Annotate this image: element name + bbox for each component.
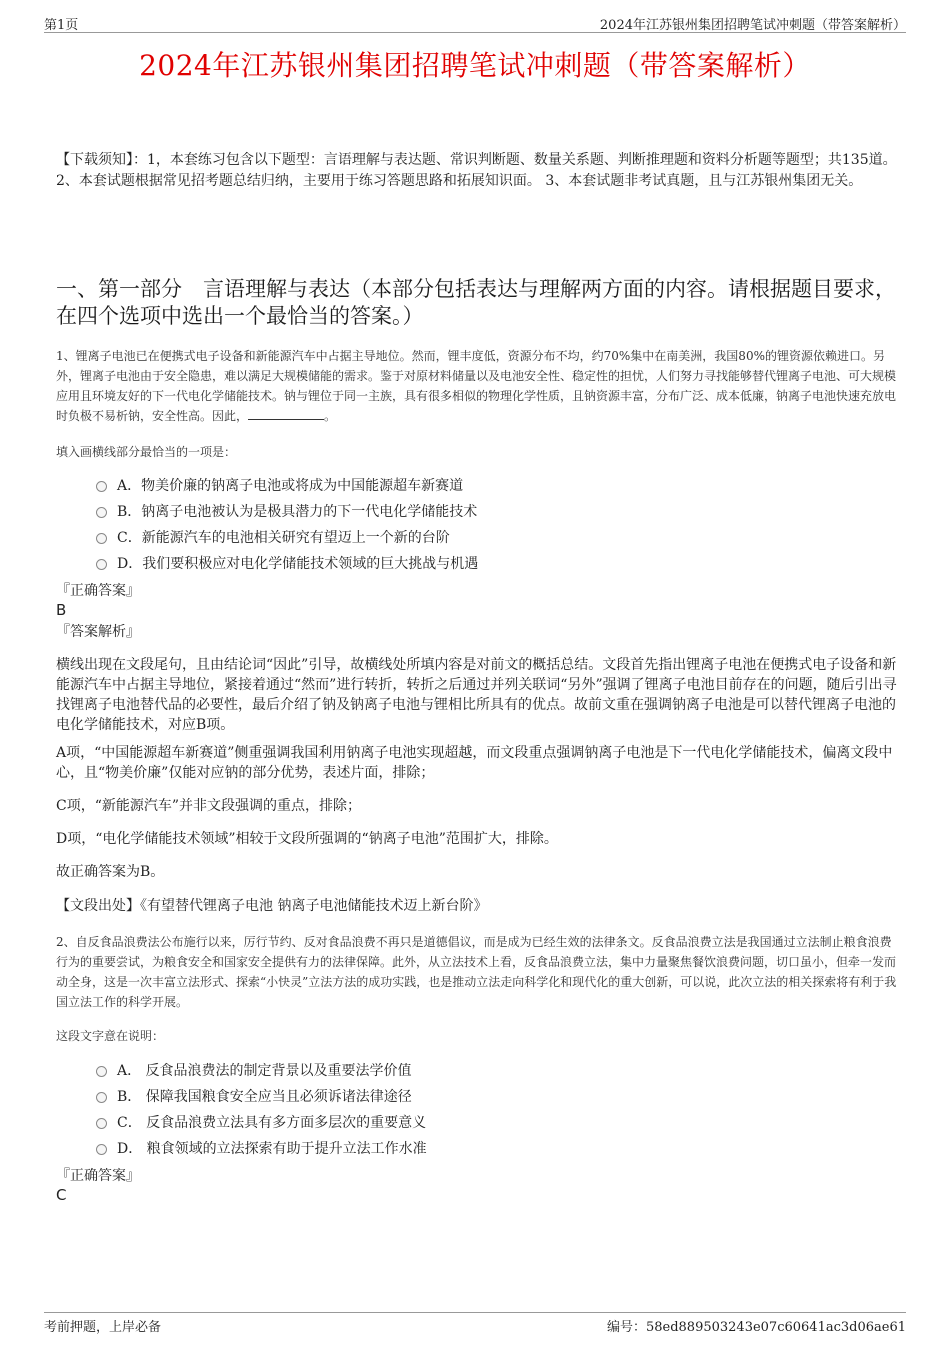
q1-answer: B: [56, 601, 67, 619]
q2-option-a[interactable]: A． 反食品浪费法的制定背景以及重要法学价值: [96, 1061, 412, 1081]
q2-option-c[interactable]: C． 反食品浪费立法具有多方面多层次的重要意义: [96, 1113, 426, 1133]
radio-icon[interactable]: [96, 1092, 107, 1103]
q2-answer: C: [56, 1186, 67, 1204]
radio-icon[interactable]: [96, 559, 107, 570]
question-1-prompt: 填入画横线部分最恰当的一项是：: [56, 445, 237, 459]
question-1-text: 1、锂离子电池已在便携式电子设备和新能源汽车中占据主导地位。然而，锂丰度低，资源分布不均，约70%集中在南美洲，我国80%的锂资源依赖进口。另外，锂离子电池由于安全隐患，难以满足大规模储能的需求。鉴于对原材料储量以及电池安全性、稳定性的担忧，人们努力寻找能够替代锂离子电池、可大规模应用且环境友好的下一代电化学储能技术。钠与锂位于同一主族，具有很多相似的物理化学性质，且钠资源丰富，分布广泛、成本低廉，钠离子电池快速充放电时负极不易析钠，安全性高。因此， 。: [56, 349, 897, 423]
page-number: 第1页: [44, 18, 79, 33]
radio-icon[interactable]: [96, 481, 107, 492]
answer-blank: [248, 409, 324, 420]
q1-option-a[interactable]: A．物美价廉的钠离子电池或将成为中国能源超车新赛道: [96, 476, 463, 496]
q1-analysis-main: 横线出现在文段尾句，且由结论词“因此”引导，故横线处所填内容是对前文的概括总结。文段首先指出锂离子电池在便携式电子设备和新能源汽车中占据主导地位，紧接着通过“然而”进行转折，转折之后通过并列关联词“另外”强调了锂离子电池目前存在的问题，随后引出寻找锂离子电池替代品的必要性，最后介绍了钠及钠离子电池与锂相比所具有的优点。故前文重在强调钠离子电池是可以替代锂离子电池的电化学储能技术，对应B项。: [56, 657, 897, 733]
header-doc-title: 2024年江苏银州集团招聘笔试冲刺题（带答案解析）: [599, 18, 906, 33]
footer-serial: 编号：58ed889503243e07c60641ac3d06ae61: [606, 1320, 906, 1335]
q1-analysis-label: 『答案解析』: [56, 624, 140, 640]
question-2-prompt: 这段文字意在说明：: [56, 1029, 165, 1043]
q1-option-b[interactable]: B．钠离子电池被认为是极具潜力的下一代电化学储能技术: [96, 502, 477, 522]
q2-answer-label: 『正确答案』: [56, 1168, 140, 1184]
download-notice: 【下载须知】：1，本套练习包含以下题型：言语理解与表达题、常识判断题、数量关系题、判断推理题和资料分析题等题型；共135道。 2、本套试题根据常见招考题总结归纳，主要用于练习答题思路和拓展知识面。 3、本套试题非考试真题，且与江苏银州集团无关。: [56, 152, 897, 189]
question-2-text: 2、自反食品浪费法公布施行以来，厉行节约、反对食品浪费不再只是道德倡议，而是成为已经生效的法律条文。反食品浪费立法是我国通过立法制止粮食浪费行为的重要尝试，为粮食安全和国家安全提供有力的法律保障。此外，从立法技术上看，反食品浪费立法，集中力量聚焦餐饮浪费问题，切口虽小，但牵一发而动全身，这是一次丰富立法形式、探索“小快灵”立法方法的成功实践，也是推动立法走向科学化和现代化的重大创新，可以说，此次立法的相关探索将有利于我国立法工作的科学开展。: [56, 935, 897, 1009]
radio-icon[interactable]: [96, 1144, 107, 1155]
q1-option-c[interactable]: C．新能源汽车的电池相关研究有望迈上一个新的台阶: [96, 528, 450, 548]
q1-analysis-c: C项，“新能源汽车”并非文段强调的重点，排除；: [56, 798, 362, 814]
page-footer: [44, 1312, 906, 1335]
radio-icon[interactable]: [96, 507, 107, 518]
page-title: 2024年江苏银州集团招聘笔试冲刺题（带答案解析）: [139, 49, 811, 82]
q1-analysis-conclusion: 故正确答案为B。: [56, 864, 165, 880]
page-header: [44, 14, 906, 33]
q1-answer-label: 『正确答案』: [56, 583, 140, 599]
q1-option-d[interactable]: D．我们要积极应对电化学储能技术领域的巨大挑战与机遇: [96, 554, 478, 574]
q2-option-b[interactable]: B． 保障我国粮食安全应当且必须诉诸法律途径: [96, 1087, 412, 1107]
radio-icon[interactable]: [96, 533, 107, 544]
q2-option-d[interactable]: D． 粮食领域的立法探索有助于提升立法工作水准: [96, 1139, 427, 1159]
radio-icon[interactable]: [96, 1118, 107, 1129]
q1-analysis-d: D项，“电化学储能技术领域”相较于文段所强调的“钠离子电池”范围扩大，排除。: [56, 831, 558, 847]
radio-icon[interactable]: [96, 1066, 107, 1077]
section-heading: 一、第一部分 言语理解与表达（本部分包括表达与理解两方面的内容。请根据题目要求，在四个选项中选出一个最恰当的答案。）: [56, 277, 896, 328]
q1-source: 【文段出处】《有望替代锂离子电池 钠离子电池储能技术迈上新台阶》: [56, 898, 488, 914]
footer-slogan: 考前押题，上岸必备: [44, 1320, 162, 1335]
q1-analysis-a: A项，“中国能源超车新赛道”侧重强调我国利用钠离子电池实现超越，而文段重点强调钠离子电池是下一代电化学储能技术，偏离文段中心，且“物美价廉”仅能对应钠的部分优势，表述片面，排除；: [56, 745, 893, 781]
